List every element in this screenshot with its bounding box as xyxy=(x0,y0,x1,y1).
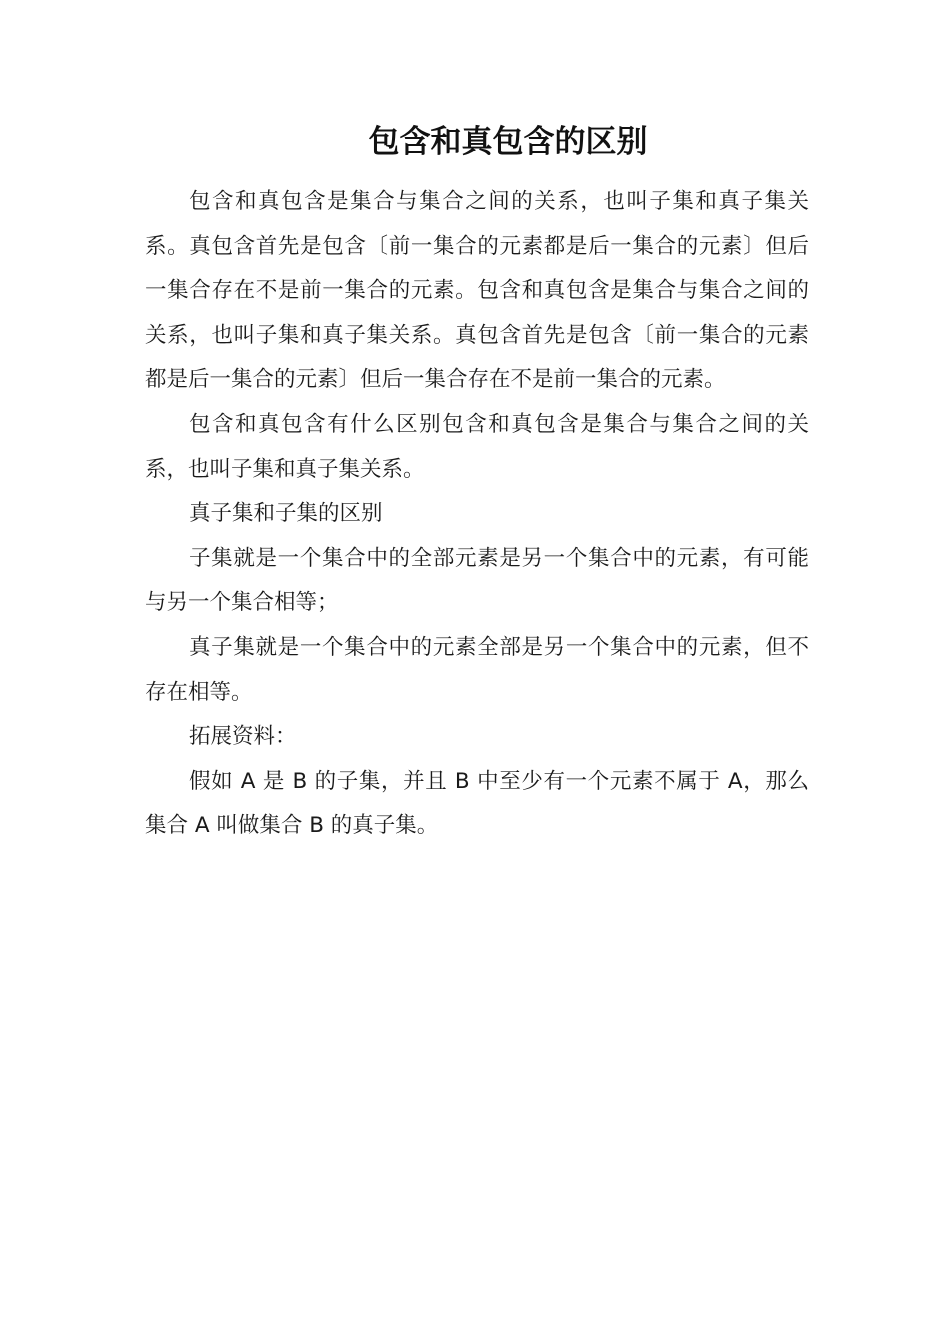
paragraph-4: 子集就是一个集合中的全部元素是另一个集合中的元素，有可能与另一个集合相等； xyxy=(145,545,809,616)
paragraph-1: 包含和真包含是集合与集合之间的关系，也叫子集和真子集关系。真包含首先是包含〔前一集合的元素都是后一集合的元素〕但后一集合存在不是前一集合的元素。包含和真包含是集合与集合之间的关系，也叫子集和真子集关系。真包含首先是包含〔前一集合的元素都是后一集合的元素〕但后一集合存在不是前一集合的元素。 xyxy=(145,189,809,393)
paragraph-6: 拓展资料： xyxy=(189,724,297,750)
document-title: 包含和真包含的区别 xyxy=(368,124,648,160)
paragraph-2: 包含和真包含有什么区别包含和真包含是集合与集合之间的关系，也叫子集和真子集关系。 xyxy=(145,411,809,482)
paragraph-3: 真子集和子集的区别 xyxy=(189,501,383,527)
paragraph-5: 真子集就是一个集合中的元素全部是另一个集合中的元素，但不存在相等。 xyxy=(145,634,809,705)
document-body xyxy=(145,180,809,849)
paragraph-7: 假如 A 是 B 的子集，并且 B 中至少有一个元素不属于 A，那么集合 A 叫做集合 B 的真子集。 xyxy=(145,768,809,839)
